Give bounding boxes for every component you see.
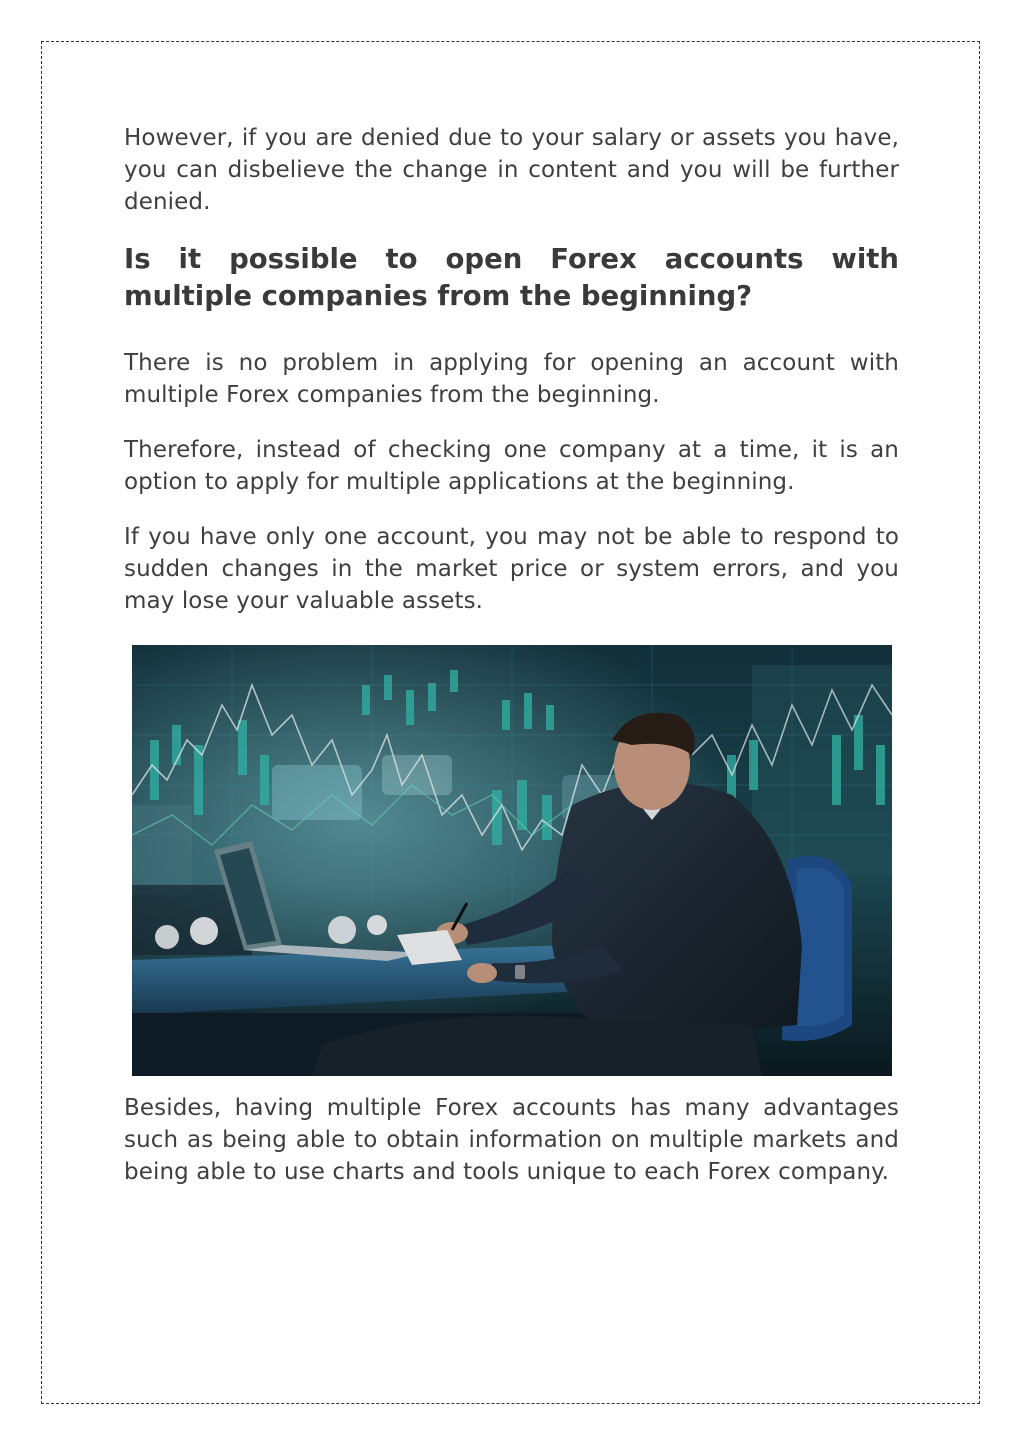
paragraph-therefore: Therefore, instead of checking one company at a time, it is an option to apply for multiple applications at the beginning. — [124, 437, 899, 495]
paragraph-no-problem: There is no problem in applying for opening an account with multiple Forex companies from the beginning. — [124, 350, 899, 408]
intro-paragraph: However, if you are denied due to your salary or assets you have, you can disbelieve the change in content and you will be further denied. — [124, 125, 899, 215]
photo-illustration — [132, 645, 892, 1076]
paragraph-one-account: If you have only one account, you may not be able to respond to sudden changes in the market price or system errors, and you may lose your valuable assets. — [124, 524, 899, 614]
paragraph-advantages: Besides, having multiple Forex accounts has many advantages such as being able to obtain information on multiple markets and being able to use charts and tools unique to each Forex company. — [124, 1095, 899, 1185]
businessman-trading-photo — [132, 645, 892, 1076]
document-content — [124, 122, 899, 1211]
section-heading: Is it possible to open Forex accounts with multiple companies from the beginning? — [124, 243, 899, 312]
